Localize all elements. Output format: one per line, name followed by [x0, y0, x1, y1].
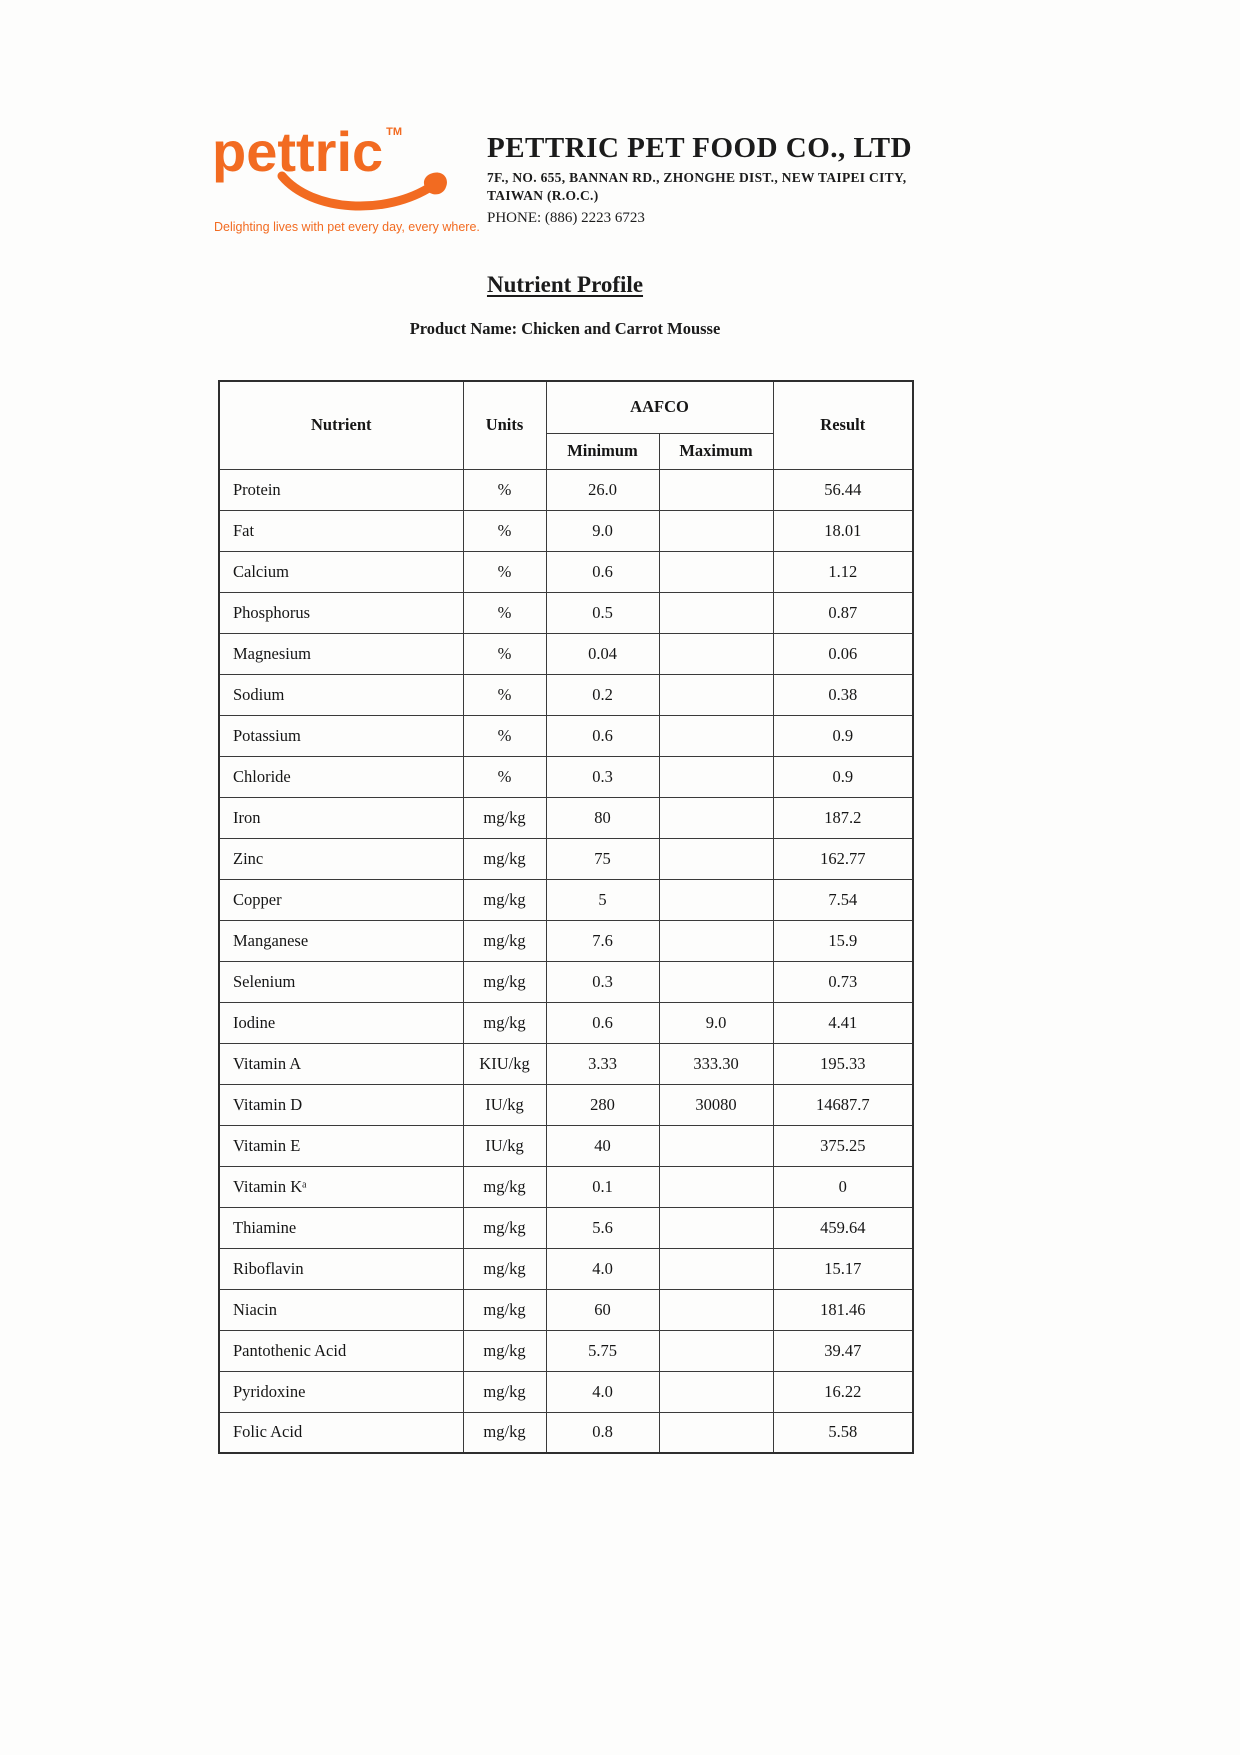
table-row — [219, 838, 913, 879]
cell-units: mg/kg — [463, 1330, 546, 1371]
cell-min: 4.0 — [546, 1371, 659, 1412]
cell-result: 1.12 — [773, 551, 913, 592]
cell-min: 0.3 — [546, 961, 659, 1002]
header-result: Result — [773, 381, 913, 469]
cell-result: 5.58 — [773, 1412, 913, 1453]
cell-result: 0 — [773, 1166, 913, 1207]
cell-result: 0.06 — [773, 633, 913, 674]
cell-nutrient: Pantothenic Acid — [219, 1330, 463, 1371]
cell-result: 195.33 — [773, 1043, 913, 1084]
cell-min: 0.3 — [546, 756, 659, 797]
cell-nutrient: Manganese — [219, 920, 463, 961]
cell-nutrient: Phosphorus — [219, 592, 463, 633]
company-address-line2: TAIWAN (R.O.C.) — [487, 188, 599, 204]
cell-max — [659, 1125, 773, 1166]
cell-units: mg/kg — [463, 879, 546, 920]
cell-nutrient: Chloride — [219, 756, 463, 797]
product-name: Product Name: Chicken and Carrot Mousse — [409, 319, 721, 338]
cell-units: % — [463, 592, 546, 633]
cell-units: % — [463, 551, 546, 592]
cell-min: 0.8 — [546, 1412, 659, 1453]
cell-result: 162.77 — [773, 838, 913, 879]
cell-min: 9.0 — [546, 510, 659, 551]
company-header — [487, 132, 1087, 227]
cell-nutrient: Folic Acid — [219, 1412, 463, 1453]
cell-min: 80 — [546, 797, 659, 838]
cell-max — [659, 797, 773, 838]
cell-max — [659, 1412, 773, 1453]
cell-min: 4.0 — [546, 1248, 659, 1289]
table-row — [219, 715, 913, 756]
cell-units: mg/kg — [463, 1166, 546, 1207]
cell-units: mg/kg — [463, 1207, 546, 1248]
cell-nutrient: Copper — [219, 879, 463, 920]
cell-max — [659, 469, 773, 510]
company-address — [487, 169, 1087, 205]
table-row — [219, 1166, 913, 1207]
cell-result: 56.44 — [773, 469, 913, 510]
cell-min: 60 — [546, 1289, 659, 1330]
cell-result: 0.9 — [773, 756, 913, 797]
table-row — [219, 1002, 913, 1043]
cell-result: 181.46 — [773, 1289, 913, 1330]
table-row — [219, 1207, 913, 1248]
cell-min: 0.04 — [546, 633, 659, 674]
header-aafco: AAFCO — [546, 381, 773, 433]
cell-units: % — [463, 510, 546, 551]
cell-max — [659, 674, 773, 715]
cell-result: 375.25 — [773, 1125, 913, 1166]
cell-max — [659, 592, 773, 633]
cell-nutrient: Iron — [219, 797, 463, 838]
table-row — [219, 1412, 913, 1453]
cell-result: 15.9 — [773, 920, 913, 961]
table-header — [219, 381, 913, 469]
cell-nutrient: Sodium — [219, 674, 463, 715]
cell-nutrient: Selenium — [219, 961, 463, 1002]
logo-swoosh-icon — [274, 170, 464, 222]
cell-result: 0.87 — [773, 592, 913, 633]
cell-min: 280 — [546, 1084, 659, 1125]
cell-nutrient: Magnesium — [219, 633, 463, 674]
cell-result: 18.01 — [773, 510, 913, 551]
cell-units: % — [463, 756, 546, 797]
nutrient-table — [218, 380, 914, 1454]
table-row — [219, 1248, 913, 1289]
cell-nutrient: Riboflavin — [219, 1248, 463, 1289]
table-row — [219, 879, 913, 920]
cell-max — [659, 879, 773, 920]
table-row — [219, 920, 913, 961]
cell-result: 0.38 — [773, 674, 913, 715]
cell-units: IU/kg — [463, 1084, 546, 1125]
cell-max: 9.0 — [659, 1002, 773, 1043]
cell-units: KIU/kg — [463, 1043, 546, 1084]
table-row — [219, 674, 913, 715]
table-row — [219, 469, 913, 510]
cell-units: % — [463, 674, 546, 715]
cell-result: 4.41 — [773, 1002, 913, 1043]
cell-result: 0.73 — [773, 961, 913, 1002]
cell-units: mg/kg — [463, 1248, 546, 1289]
table-body — [219, 469, 913, 1453]
table-row — [219, 797, 913, 838]
logo-brand-text: pettric — [212, 120, 384, 183]
cell-nutrient: Potassium — [219, 715, 463, 756]
cell-min: 0.2 — [546, 674, 659, 715]
cell-max — [659, 551, 773, 592]
header-minimum: Minimum — [546, 433, 659, 469]
company-address-line1: 7F., NO. 655, BANNAN RD., ZHONGHE DIST., NEW TAIPEI CITY, — [487, 170, 907, 185]
table-row — [219, 961, 913, 1002]
table-row — [219, 1125, 913, 1166]
cell-nutrient: Protein — [219, 469, 463, 510]
cell-result: 15.17 — [773, 1248, 913, 1289]
cell-result: 39.47 — [773, 1330, 913, 1371]
cell-units: % — [463, 469, 546, 510]
cell-max — [659, 1207, 773, 1248]
company-phone: PHONE: (886) 2223 6723 — [487, 210, 645, 227]
cell-nutrient: Zinc — [219, 838, 463, 879]
cell-nutrient: Thiamine — [219, 1207, 463, 1248]
page-title: Nutrient Profile — [486, 272, 644, 297]
cell-units: % — [463, 633, 546, 674]
cell-units: mg/kg — [463, 797, 546, 838]
cell-max — [659, 715, 773, 756]
cell-nutrient: Iodine — [219, 1002, 463, 1043]
cell-max — [659, 633, 773, 674]
table-row — [219, 1330, 913, 1371]
cell-nutrient: Calcium — [219, 551, 463, 592]
cell-min: 0.5 — [546, 592, 659, 633]
cell-min: 0.6 — [546, 551, 659, 592]
cell-min: 5.75 — [546, 1330, 659, 1371]
cell-max — [659, 1248, 773, 1289]
logo-tagline: Delighting lives with pet every day, every where. — [214, 220, 480, 234]
cell-result: 187.2 — [773, 797, 913, 838]
table-row — [219, 1084, 913, 1125]
cell-max — [659, 756, 773, 797]
cell-max — [659, 838, 773, 879]
cell-min: 5 — [546, 879, 659, 920]
cell-min: 3.33 — [546, 1043, 659, 1084]
cell-nutrient: Niacin — [219, 1289, 463, 1330]
cell-min: 7.6 — [546, 920, 659, 961]
cell-max — [659, 1371, 773, 1412]
cell-units: mg/kg — [463, 838, 546, 879]
cell-nutrient: Vitamin E — [219, 1125, 463, 1166]
cell-min: 0.1 — [546, 1166, 659, 1207]
cell-result: 459.64 — [773, 1207, 913, 1248]
cell-units: mg/kg — [463, 1289, 546, 1330]
table-row — [219, 756, 913, 797]
table-row — [219, 633, 913, 674]
cell-max — [659, 920, 773, 961]
table-row — [219, 1371, 913, 1412]
table-row — [219, 592, 913, 633]
header-units: Units — [463, 381, 546, 469]
cell-units: IU/kg — [463, 1125, 546, 1166]
table-row — [219, 510, 913, 551]
cell-max — [659, 510, 773, 551]
table-row — [219, 1289, 913, 1330]
cell-max — [659, 1289, 773, 1330]
cell-units: % — [463, 715, 546, 756]
cell-max — [659, 961, 773, 1002]
header-nutrient: Nutrient — [219, 381, 463, 469]
company-logo — [212, 120, 492, 244]
cell-nutrient: Vitamin Kᵃ — [219, 1166, 463, 1207]
cell-min: 26.0 — [546, 469, 659, 510]
cell-nutrient: Pyridoxine — [219, 1371, 463, 1412]
cell-result: 16.22 — [773, 1371, 913, 1412]
trademark-symbol: TM — [386, 126, 403, 138]
cell-max: 30080 — [659, 1084, 773, 1125]
header-maximum: Maximum — [659, 433, 773, 469]
company-name: PETTRIC PET FOOD CO., LTD — [487, 132, 913, 164]
cell-result: 14687.7 — [773, 1084, 913, 1125]
table-row — [219, 551, 913, 592]
cell-min: 40 — [546, 1125, 659, 1166]
cell-units: mg/kg — [463, 1002, 546, 1043]
cell-units: mg/kg — [463, 961, 546, 1002]
cell-units: mg/kg — [463, 1371, 546, 1412]
cell-result: 0.9 — [773, 715, 913, 756]
cell-min: 0.6 — [546, 1002, 659, 1043]
cell-min: 5.6 — [546, 1207, 659, 1248]
cell-nutrient: Fat — [219, 510, 463, 551]
cell-units: mg/kg — [463, 1412, 546, 1453]
cell-result: 7.54 — [773, 879, 913, 920]
table-row — [219, 1043, 913, 1084]
cell-min: 75 — [546, 838, 659, 879]
cell-nutrient: Vitamin D — [219, 1084, 463, 1125]
cell-nutrient: Vitamin A — [219, 1043, 463, 1084]
cell-units: mg/kg — [463, 920, 546, 961]
cell-max — [659, 1166, 773, 1207]
cell-min: 0.6 — [546, 715, 659, 756]
cell-max: 333.30 — [659, 1043, 773, 1084]
cell-max — [659, 1330, 773, 1371]
